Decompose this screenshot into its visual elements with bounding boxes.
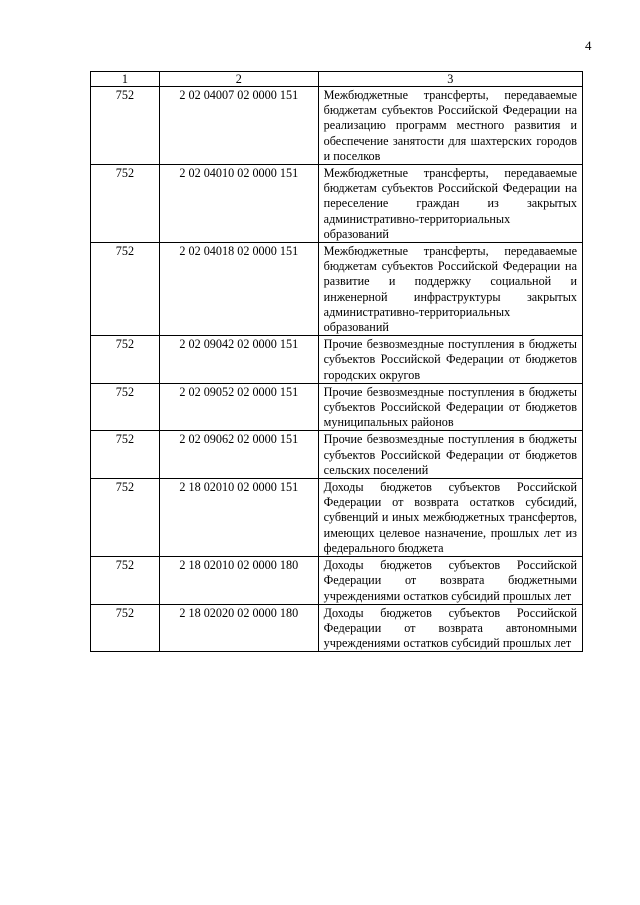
kbk-code-cell: 2 02 09042 02 0000 151 <box>159 336 318 384</box>
admin-code-cell: 752 <box>91 336 160 384</box>
admin-code-cell: 752 <box>91 604 160 652</box>
admin-code-cell: 752 <box>91 243 160 336</box>
admin-code-cell: 752 <box>91 431 160 479</box>
table-row <box>91 604 583 652</box>
table-row <box>91 557 583 605</box>
table-row <box>91 383 583 431</box>
table-row <box>91 431 583 479</box>
kbk-code-cell: 2 02 09062 02 0000 151 <box>159 431 318 479</box>
description-cell: Межбюджетные трансферты, передаваемые бюджетам субъектов Российской Федерации на развитие и поддержку социальной и инженерной инфраструктуры закрытых административно-территориальных образований <box>318 243 582 336</box>
table-row <box>91 479 583 557</box>
description-cell: Доходы бюджетов субъектов Российской Федерации от возврата бюджетными учреждениями остатков субсидий прошлых лет <box>318 557 582 605</box>
revenue-codes-table <box>90 71 583 652</box>
kbk-code-cell: 2 18 02010 02 0000 180 <box>159 557 318 605</box>
admin-code-cell: 752 <box>91 165 160 243</box>
kbk-code-cell: 2 18 02020 02 0000 180 <box>159 604 318 652</box>
column-header-3: 3 <box>318 72 582 87</box>
admin-code-cell: 752 <box>91 479 160 557</box>
table-row <box>91 243 583 336</box>
description-cell: Прочие безвозмездные поступления в бюджеты субъектов Российской Федерации от бюджетов сельских поселений <box>318 431 582 479</box>
column-header-2: 2 <box>159 72 318 87</box>
table-row <box>91 165 583 243</box>
description-cell: Доходы бюджетов субъектов Российской Федерации от возврата остатков субсидий, субвенций и иных межбюджетных трансфертов, имеющих целевое назначение, прошлых лет из федерального бюджета <box>318 479 582 557</box>
admin-code-cell: 752 <box>91 383 160 431</box>
kbk-code-cell: 2 18 02010 02 0000 151 <box>159 479 318 557</box>
table-row <box>91 336 583 384</box>
description-cell: Межбюджетные трансферты, передаваемые бюджетам субъектов Российской Федерации на реализацию программ местного развития и обеспечение занятости для шахтерских городов и поселков <box>318 87 582 165</box>
admin-code-cell: 752 <box>91 87 160 165</box>
table-header-row <box>91 72 583 87</box>
column-header-1: 1 <box>91 72 160 87</box>
description-cell: Межбюджетные трансферты, передаваемые бюджетам субъектов Российской Федерации на переселение граждан из закрытых административно-территориальных образований <box>318 165 582 243</box>
kbk-code-cell: 2 02 04010 02 0000 151 <box>159 165 318 243</box>
admin-code-cell: 752 <box>91 557 160 605</box>
kbk-code-cell: 2 02 04018 02 0000 151 <box>159 243 318 336</box>
kbk-code-cell: 2 02 09052 02 0000 151 <box>159 383 318 431</box>
description-cell: Прочие безвозмездные поступления в бюджеты субъектов Российской Федерации от бюджетов муниципальных районов <box>318 383 582 431</box>
table-row <box>91 87 583 165</box>
kbk-code-cell: 2 02 04007 02 0000 151 <box>159 87 318 165</box>
page-number: 4 <box>585 38 592 53</box>
description-cell: Доходы бюджетов субъектов Российской Федерации от возврата автономными учреждениями остатков субсидий прошлых лет <box>318 604 582 652</box>
description-cell: Прочие безвозмездные поступления в бюджеты субъектов Российской Федерации от бюджетов городских округов <box>318 336 582 384</box>
